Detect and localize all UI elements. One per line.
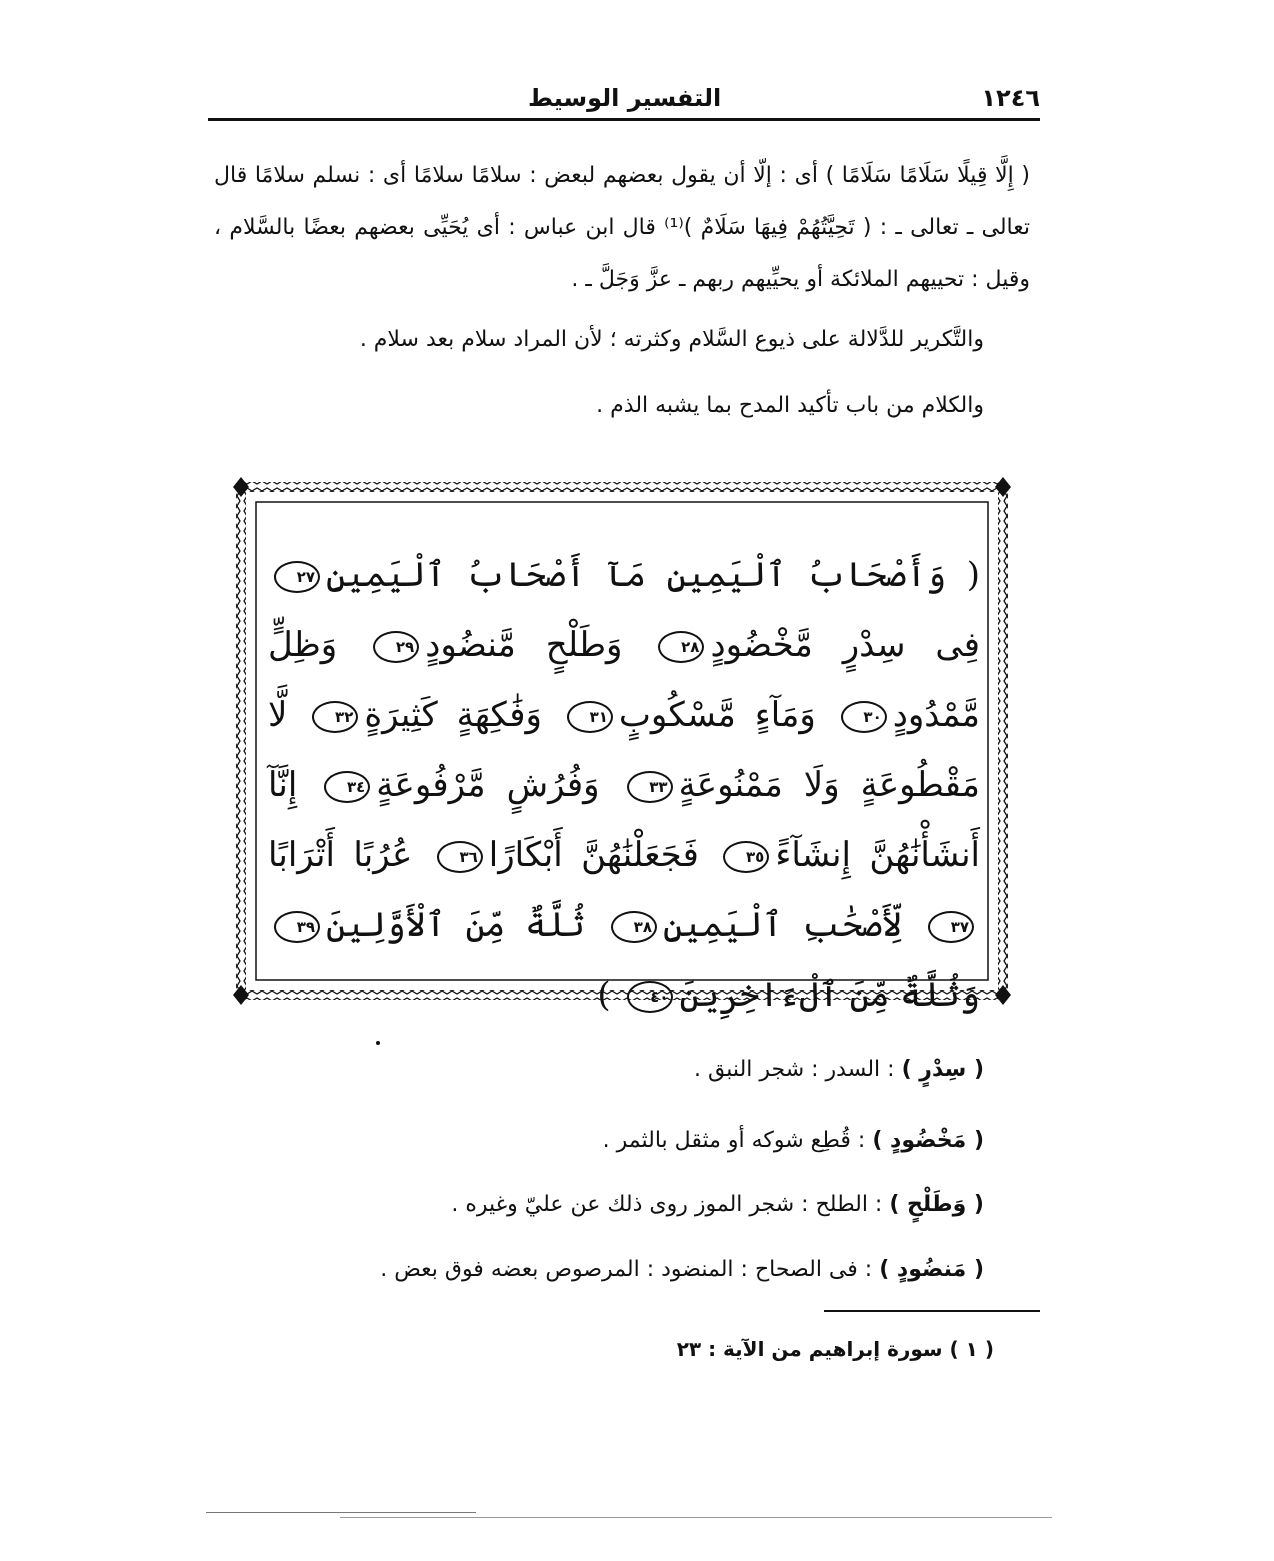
verse-text: عُرُبًا أَتْرَابًا — [268, 835, 413, 875]
glossary-term: ( مَنضُودٍ ) — [879, 1257, 984, 1282]
ayah-number-marker: ٣٦ — [437, 841, 483, 873]
verse-text: وَفُرُشٍ مَّرْفُوعَةٍ — [376, 765, 600, 805]
verse-text: ثُلَّةٌ مِّنَ ٱلْأَوَّلِينَ — [326, 905, 586, 945]
ayah-number-marker: ٣٥ — [723, 841, 769, 873]
glossary-entry — [380, 1257, 984, 1282]
page-number: ١٢٤٦ — [981, 84, 1040, 112]
ayah-number-marker: ٣٨ — [611, 911, 657, 943]
scan-edge-line — [206, 1512, 476, 1513]
scan-edge-line — [340, 1517, 1052, 1518]
ayah-number-marker: ٣٤ — [324, 771, 370, 803]
ayah-number-marker: ٢٩ — [373, 631, 419, 663]
verse-text: وَثُلَّةٌ مِّنَ ٱلْءَاخِرِينَ — [679, 975, 980, 1015]
glossary-definition: : السدر : شجر النبق . — [693, 1057, 902, 1082]
quran-verses — [268, 540, 980, 1030]
verse-close-paren: ) — [597, 975, 611, 1015]
ayah-number-marker: ٣٣ — [627, 771, 673, 803]
ink-speck — [376, 1041, 380, 1045]
glossary-term: ( وَطَلْحٍ ) — [889, 1192, 984, 1217]
footnote-rule — [824, 1310, 1040, 1312]
paragraph-3: والكلام من باب تأكيد المدح بما يشبه الذم . — [596, 393, 984, 418]
verse-text: وَمَآءٍ مَّسْكُوبٍ — [618, 695, 816, 735]
verse-text: فَجَعَلْنَٰهُنَّ أَبْكَارًا — [488, 835, 699, 875]
ayah-number-marker: ٣٢ — [312, 701, 358, 733]
paragraph-1: ( إِلَّا قِيلًا سَلَامًا سَلَامًا ) أى : إلّا أن يقول بعضهم لبعض : سلامًا سلامًا أى : نسلم سلامًا قال تعالى ـ تعالى ـ : ( تَحِيَّتُهُمْ فِيهَا سَلَامٌ )⁽¹⁾ قال ابن عباس : أى يُحَيِّى بعضهم بعضًا بالسَّلام ، وقيل : تحييهم الملائكة أو يحيِّيهم ربهم ـ عزَّ وَجَلَّ ـ . — [214, 163, 1030, 292]
verse-text: إِنَّآ أَنشَأْنَٰهُنَّ إِنشَآءً — [268, 765, 981, 875]
verse-text: فِى سِدْرٍ مَّخْضُودٍ — [710, 625, 981, 665]
verse-text: وَطَلْحٍ مَّنضُودٍ — [425, 625, 623, 665]
page-header — [208, 84, 1040, 118]
verse-text: وَظِلٍّ مَّمْدُودٍ — [268, 625, 981, 735]
glossary-entry — [603, 1128, 984, 1153]
running-title: التفسير الوسيط — [528, 84, 722, 112]
glossary-definition: : فى الصحاح : المنضود : المرصوص بعضه فوق بعض . — [380, 1257, 880, 1282]
glossary-entry — [694, 1057, 984, 1082]
header-rule — [208, 118, 1040, 121]
verse-text: لَّا مَقْطُوعَةٍ وَلَا مَمْنُوعَةٍ — [268, 695, 980, 805]
ayah-number-marker: ٢٨ — [658, 631, 704, 663]
verse-text: لِّأَصْحَٰبِ ٱلْيَمِينِ — [662, 905, 903, 945]
footnote: ( ١ ) سورة إبراهيم من الآية : ٢٣ — [676, 1337, 994, 1361]
paragraph-2: والتَّكرير للدَّلالة على ذيوع السَّلام وكثرته ؛ لأن المراد سلام بعد سلام . — [359, 327, 984, 352]
glossary-term: ( مَخْضُودٍ ) — [872, 1128, 984, 1153]
ayah-number-marker: ٢٧ — [274, 561, 320, 593]
ayah-number-marker: ٣٠ — [841, 701, 887, 733]
glossary-entry — [451, 1192, 984, 1217]
verse-open-paren: ( — [966, 555, 981, 595]
ayah-number-marker: ٣٧ — [928, 911, 974, 943]
glossary-term: ( سِدْرٍ ) — [901, 1057, 984, 1082]
glossary-definition: : الطلح : شجر الموز روى ذلك عن عليّ وغيره . — [451, 1192, 890, 1217]
ayah-number-marker: ٣٩ — [274, 911, 320, 943]
glossary-definition: : قُطِع شوكه أو مثقل بالثمر . — [602, 1128, 873, 1153]
verse-text: وَفَٰكِهَةٍ كَثِيرَةٍ — [364, 695, 542, 735]
ayah-number-marker: ٤٠ — [627, 981, 673, 1013]
ayah-number-marker: ٣١ — [567, 701, 613, 733]
verse-text: وَأَصْحَابُ ٱلْيَمِينِ مَآ أَصْحَابُ ٱلْيَمِينِ — [326, 555, 947, 595]
